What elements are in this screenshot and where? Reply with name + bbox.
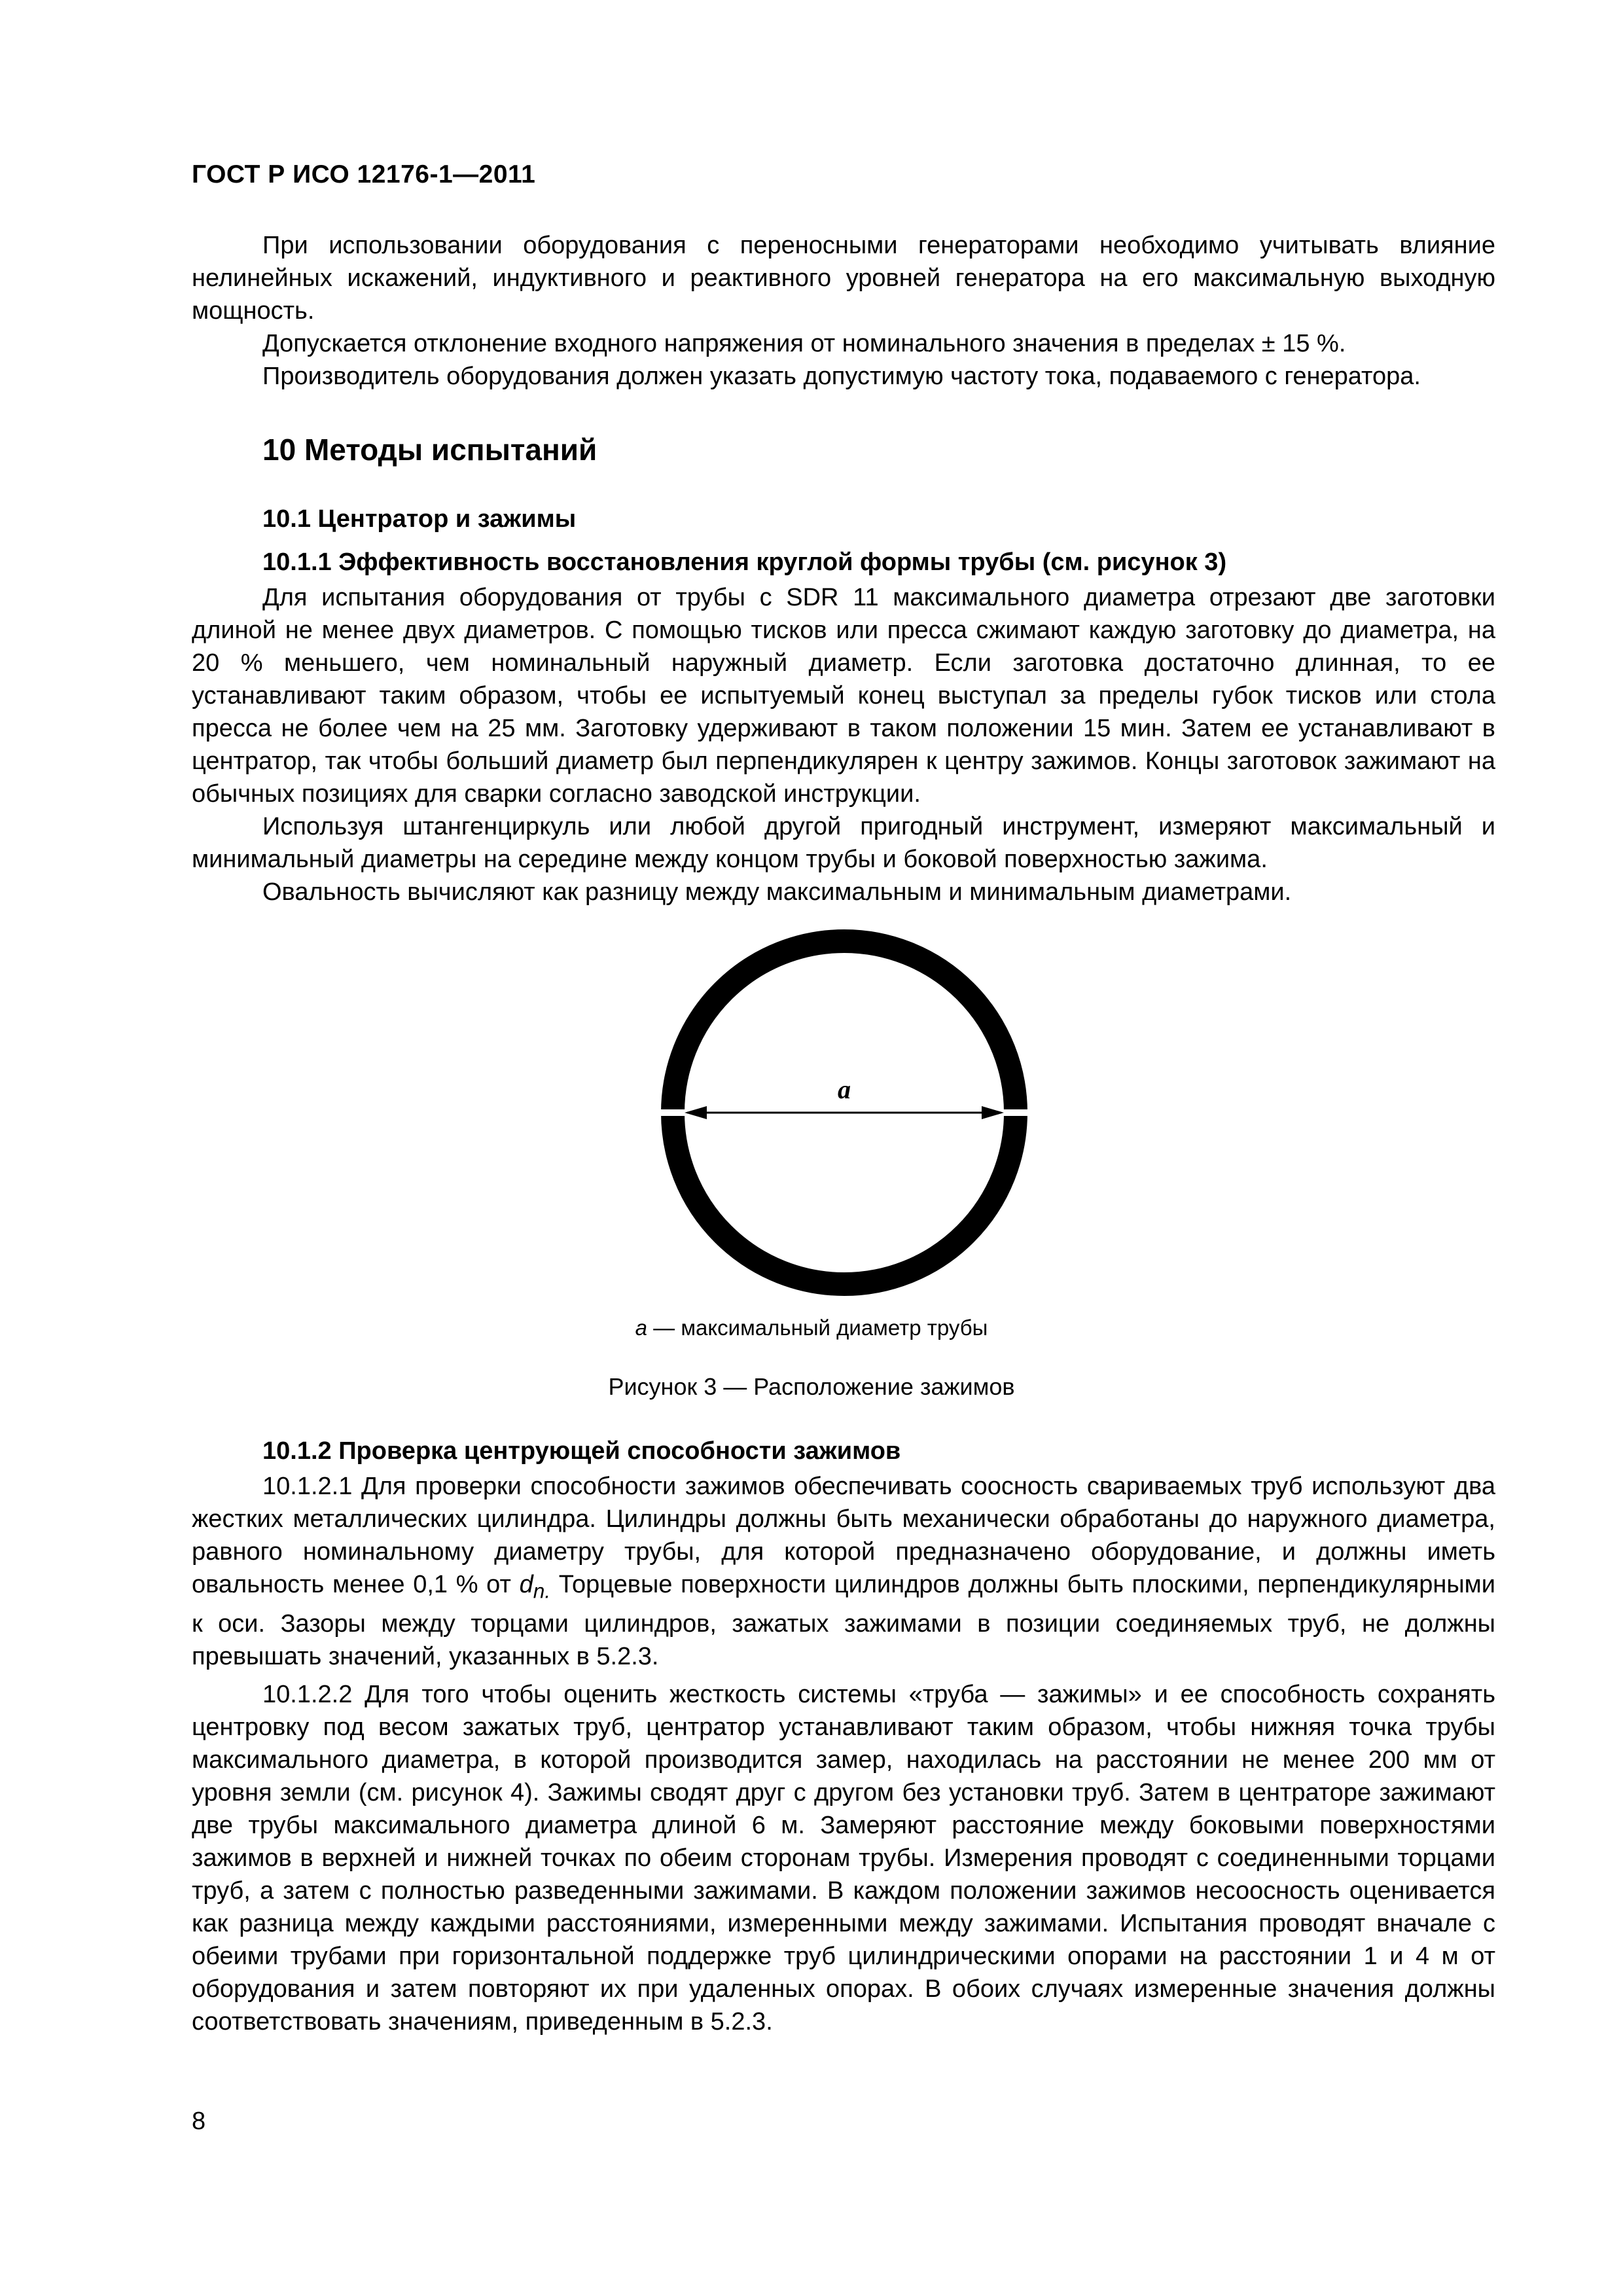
dn-symbol: d (519, 1571, 533, 1598)
figure-3-clamp-diagram (654, 923, 1034, 1302)
intro-paragraph-2: Допускается отклонение входного напряжения от номинального значения в пределах ± 15 %. (262, 330, 1346, 357)
section-10-heading: 10 Методы испытаний (262, 433, 597, 467)
arrowhead-left (685, 1106, 707, 1119)
section-10-1-1-body (192, 581, 1495, 908)
intro-block (192, 229, 1495, 393)
section-10-1-2-body (192, 1470, 1495, 2038)
section-10-1-2-2-paragraph: 10.1.2.2 Для того чтобы оценить жесткость системы «труба — зажимы» и ее способность сохранять центровку под весом зажатых труб, центратор устанавливают таким образом, чтобы нижняя точка трубы максимального диаметра, в которой производится замер, находилась на расстоянии не менее 200 мм от уровня земли (см. рисунок 4). Зажимы сводят друг с другом без установки труб. Затем в центраторе зажимают две трубы максимального диаметра длиной 6 м. Замеряют расстояние между боковыми поверхностями зажимов в верхней и нижней точках по обеим сторонам трубы. Измерения проводят с соединенными торцами труб, а затем с полностью разведенными зажимами. В каждом положении зажимов несоосность оценивается как разница между каждыми расстояниями, измеренными между зажимами. Испытания проводят вначале с обеими трубами при горизонтальной поддержке труб цилиндрическими опорами на расстоянии 1 и 4 м от оборудования и затем повторяют их при удаленных опорах. В обоих случаях измеренные значения должны соответствовать значениям, приведенным в 5.2.3. (192, 1680, 1495, 2036)
section-10-1-2-1-paragraph (192, 1470, 1495, 1673)
section-10-1-1-paragraph-2: Используя штангенциркуль или любой другой пригодный инструмент, измеряют максимальный и минимальный диаметры на середине между концом трубы и боковой поверхностью зажима. (192, 813, 1495, 873)
section-10-1-heading: 10.1 Центратор и зажимы (262, 505, 577, 533)
intro-paragraph-1: При использовании оборудования с переносными генераторами необходимо учитывать влияние нелинейных искажений, индуктивного и реактивного уровней генератора на его максимальную выходную мощность. (192, 232, 1495, 325)
arrowhead-right (982, 1106, 1004, 1119)
intro-paragraph-3: Производитель оборудования должен указать допустимую частоту тока, подаваемого с генератора. (262, 363, 1421, 390)
section-10-1-1-paragraph-1: Для испытания оборудования от трубы с SDR 11 максимального диаметра отрезают две заготовки длиной не менее двух диаметров. С помощью тисков или пресса сжимают каждую заготовку до диаметра, на 20 % меньшего, чем номинальный наружный диаметр. Если заготовка достаточно длинная, то ее устанавливают таким образом, чтобы ее испытуемый конец выступал за пределы губок тисков или стола пресса не более чем на 25 мм. Заготовку удерживают в таком положении 15 мин. Затем ее устанавливают в центратор, так чтобы больший диаметр был перпендикулярен к центру зажимов. Концы заготовок зажимают на обычных позициях для сварки согласно заводской инструкции. (192, 584, 1495, 808)
section-10-1-1-heading: 10.1.1 Эффективность восстановления круглой формы трубы (см. рисунок 3) (262, 548, 1227, 576)
paragraph-text-after: Торцевые поверхности цилиндров должны быть плоскими, перпендикулярными к оси. Зазоры между торцами цилиндров, зажатых зажимами в позиции соединяемых труб, не должны превышать значений, указанных в 5.2.3. (192, 1571, 1495, 1670)
key-symbol: a (635, 1316, 647, 1340)
key-text: — максимальный диаметр трубы (647, 1316, 988, 1340)
figure-3-key (0, 1316, 1623, 1340)
figure-3-title: Рисунок 3 — Расположение зажимов (608, 1373, 1015, 1400)
section-10-1-1-paragraph-3: Овальность вычисляют как разницу между максимальным и минимальным диаметрами. (262, 878, 1292, 906)
section-10-1-2-heading: 10.1.2 Проверка центрующей способности зажимов (262, 1437, 901, 1465)
paragraph-text-before: 10.1.2.1 Для проверки способности зажимов обеспечивать соосность свариваемых труб используют два жестких металлических цилиндра. Цилиндры должны быть механически обработаны до наружного диаметра, равного номинальному диаметру трубы, для которой предназначено оборудование, и должны иметь овальность менее 0,1 % от (192, 1473, 1495, 1598)
dn-subscript: n. (533, 1579, 551, 1603)
page-number: 8 (192, 2108, 206, 2135)
document-header: ГОСТ Р ИСО 12176-1—2011 (192, 160, 536, 188)
diameter-label: a (838, 1075, 851, 1104)
